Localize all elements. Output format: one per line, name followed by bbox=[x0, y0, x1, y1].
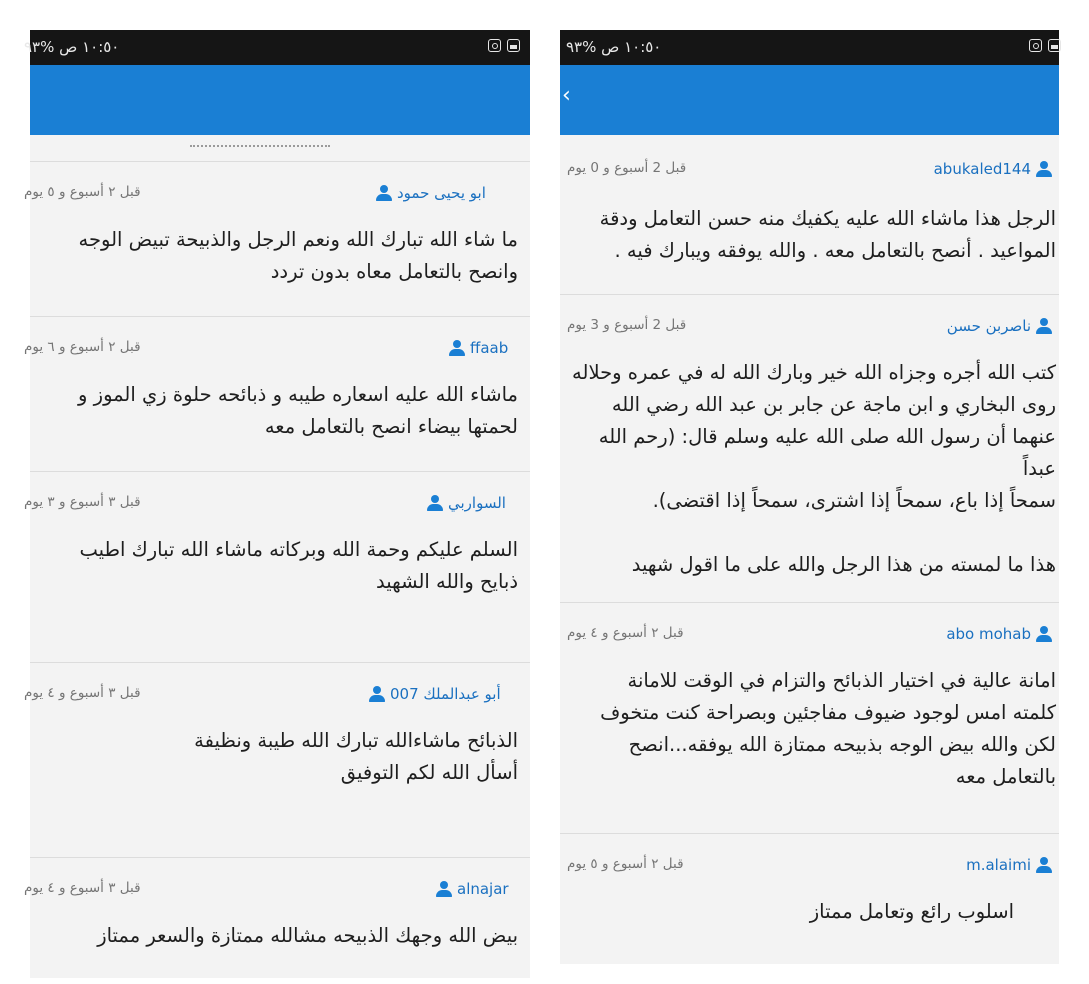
user-icon bbox=[426, 495, 444, 511]
battery-level: %٩٣ bbox=[566, 38, 597, 56]
comment-author[interactable]: ناصربن حسن bbox=[946, 317, 1031, 335]
comments-list[interactable] bbox=[24, 135, 530, 954]
clipped-text bbox=[190, 139, 330, 147]
comment-author[interactable]: abo mohab bbox=[946, 625, 1031, 643]
comment-text: الرجل هذا ماشاء الله عليه يكفيك منه حسن التعامل ودقة المواعيد . أنصح بالتعامل معه . والله يوفقه ويبارك فيه . bbox=[599, 207, 1056, 262]
user-icon bbox=[1035, 857, 1053, 873]
comment-item bbox=[560, 602, 1059, 833]
comment-date: قبل 2 أسبوع و 0 يوم bbox=[567, 160, 687, 176]
comment-date: قبل ٢ أسبوع و ٥ يوم bbox=[567, 856, 684, 872]
comment-date: قبل 2 أسبوع و 3 يوم bbox=[567, 317, 687, 333]
comment-meta bbox=[24, 685, 530, 707]
status-time: ١٠:٥٠ ص bbox=[601, 38, 662, 56]
left-phone-screen bbox=[24, 30, 530, 954]
comment-item bbox=[560, 294, 1059, 602]
comment-item bbox=[560, 833, 1059, 964]
status-bar bbox=[24, 30, 530, 65]
chevron-left-icon[interactable]: ‹ bbox=[562, 83, 571, 108]
user-icon bbox=[1035, 626, 1053, 642]
comment-meta bbox=[24, 494, 530, 516]
battery-level: %٩٣ bbox=[24, 38, 55, 56]
comment-author[interactable]: alnajar bbox=[457, 880, 509, 898]
status-time-battery bbox=[24, 38, 119, 56]
comment-date: قبل ٢ أسبوع و ٥ يوم bbox=[24, 184, 141, 200]
comment-meta bbox=[560, 856, 1059, 878]
user-icon bbox=[1035, 161, 1053, 177]
comment-date: قبل ٣ أسبوع و ٤ يوم bbox=[24, 880, 141, 896]
comment-text: بيض الله وجهك الذبيحه مشالله ممتازة والسعر ممتاز bbox=[97, 924, 518, 947]
comment-item bbox=[24, 471, 530, 662]
comment-author-link[interactable] bbox=[934, 160, 1053, 178]
comment-author-link[interactable] bbox=[426, 494, 506, 512]
comment-text: ما شاء الله تبارك الله ونعم الرجل والذبيحة تبيض الوجه وانصح بالتعامل معاه بدون تردد bbox=[78, 228, 518, 283]
comment-meta bbox=[24, 339, 530, 361]
comment-meta bbox=[24, 184, 530, 206]
comment-author-link[interactable] bbox=[435, 880, 509, 898]
comment-author-link[interactable] bbox=[368, 685, 501, 703]
user-icon bbox=[448, 340, 466, 356]
comment-text: ماشاء الله عليه اسعاره طيبه و ذبائحه حلوة زي الموز و لحمتها بيضاء انصح بالتعامل معه bbox=[78, 383, 518, 438]
comment-date: قبل ٢ أسبوع و ٦ يوم bbox=[24, 339, 141, 355]
user-icon bbox=[375, 185, 393, 201]
comment-author-link[interactable] bbox=[448, 339, 508, 357]
comment-text: امانة عالية في اختيار الذبائح والتزام في الوقت للامانة كلمته امس لوجود ضيوف مفاجئين وبصراحة كنت متخوف لكن والله بيض الوجه بذبيحه ممتازة الله يوفقه...انصح بالتعامل معه bbox=[600, 669, 1056, 788]
gallery-icon bbox=[507, 39, 520, 52]
comments-list[interactable] bbox=[560, 135, 1059, 954]
comment-item bbox=[24, 316, 530, 471]
comment-text: الذبائح ماشاءالله تبارك الله طيبة ونظيفة أسأل الله لكم التوفيق bbox=[194, 729, 518, 784]
comment-meta bbox=[560, 160, 1059, 182]
comment-author[interactable]: abukaled144 bbox=[933, 160, 1031, 178]
comment-item bbox=[24, 662, 530, 857]
comment-text: اسلوب رائع وتعامل ممتاز bbox=[809, 900, 1014, 923]
user-icon bbox=[435, 881, 453, 897]
user-icon bbox=[368, 686, 386, 702]
status-bar bbox=[560, 30, 1059, 65]
gallery-icon bbox=[1048, 39, 1061, 52]
comment-author[interactable]: m.alaimi bbox=[966, 856, 1031, 874]
status-time: ١٠:٥٠ ص bbox=[59, 38, 120, 56]
comment-author[interactable]: ابو يحيى حمود bbox=[397, 184, 486, 202]
comment-text: كتب الله أجره وجزاه الله خير وبارك الله له في عمره وحلاله روى البخاري و ابن ماجة عن جابر بن عبد الله رضي الله عنهما أن رسول الله صلى الله عليه وسلم قال: (رحم الله عبداً سمحاً إذا باع، سمحاً إذا اشترى، سمحاً إذا اقتضى). هذا ما لمسته من هذا الرجل والله على ما اقول شهيد bbox=[572, 361, 1056, 576]
right-phone-screen bbox=[560, 30, 1059, 954]
app-bar bbox=[560, 65, 1059, 135]
comment-author[interactable]: أبو عبدالملك 007 bbox=[390, 685, 501, 703]
comment-meta bbox=[24, 880, 530, 902]
user-icon bbox=[1035, 318, 1053, 334]
comment-author[interactable]: السواربي bbox=[448, 494, 506, 512]
comment-text: السلم عليكم وحمة الله وبركاته ماشاء الله تبارك اطيب ذبايح والله الشهيد bbox=[79, 538, 518, 593]
comment-item bbox=[24, 857, 530, 978]
comment-author[interactable]: ffaab bbox=[470, 339, 509, 357]
comment-author-link[interactable] bbox=[947, 317, 1053, 335]
comment-item bbox=[560, 135, 1059, 293]
instagram-icon bbox=[488, 39, 501, 52]
comment-meta bbox=[560, 317, 1059, 339]
comment-meta bbox=[560, 625, 1059, 647]
comment-item bbox=[24, 161, 530, 316]
status-icons bbox=[488, 39, 520, 52]
comment-date: قبل ٢ أسبوع و ٤ يوم bbox=[567, 625, 684, 641]
comment-date: قبل ٣ أسبوع و ٤ يوم bbox=[24, 685, 141, 701]
instagram-icon bbox=[1029, 39, 1042, 52]
comment-author-link[interactable] bbox=[946, 625, 1053, 643]
status-icons bbox=[1029, 39, 1061, 52]
comment-date: قبل ٣ أسبوع و ٣ يوم bbox=[24, 494, 141, 510]
comment-author-link[interactable] bbox=[375, 184, 486, 202]
status-time-battery bbox=[566, 38, 661, 56]
comment-author-link[interactable] bbox=[966, 856, 1053, 874]
app-bar bbox=[30, 65, 530, 135]
